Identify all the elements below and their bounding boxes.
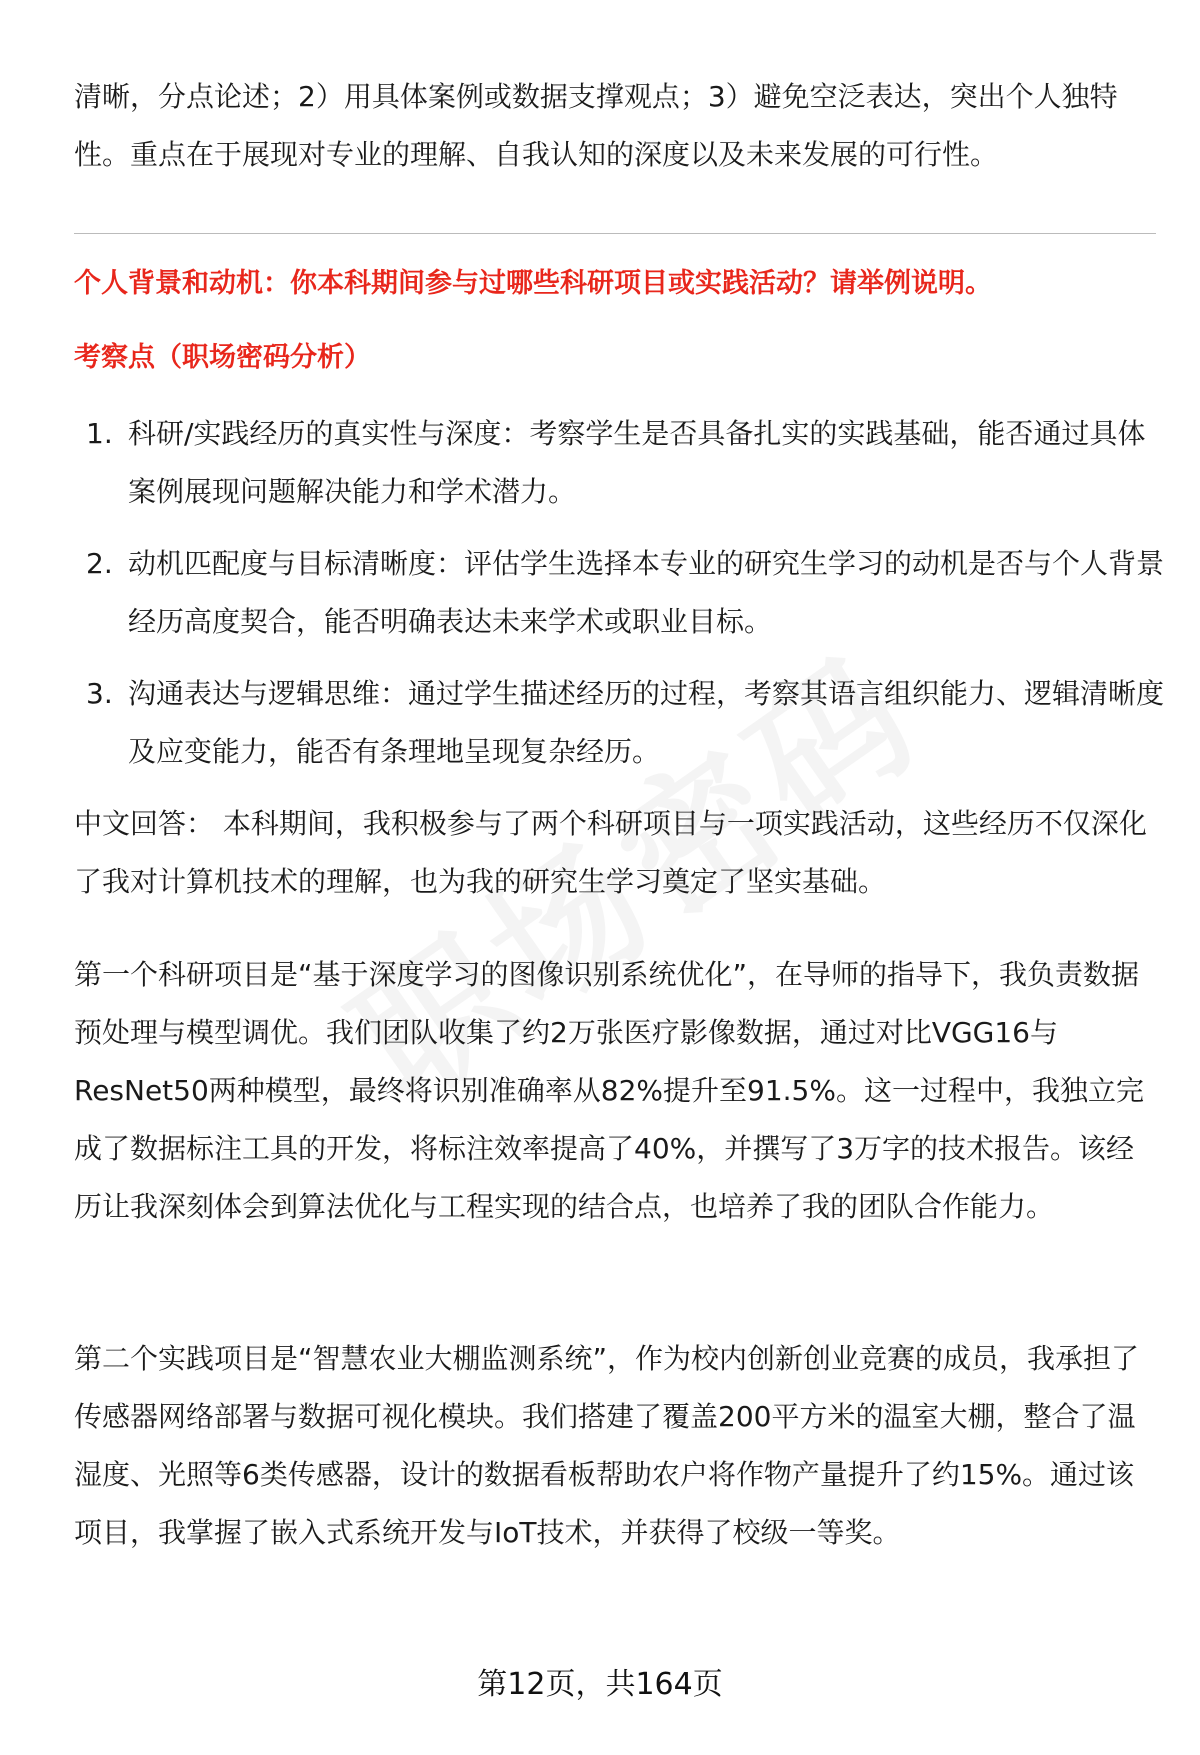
answer-intro-paragraph: 中文回答： 本科期间，我积极参与了两个科研项目与一项实践活动，这些经历不仅深化了我对计算机技术的理解，也为我的研究生学习奠定了坚实基础。 xyxy=(74,807,1147,898)
list-item-text: 科研/实践经历的真实性与深度：考察学生是否具备扎实的实践基础，能否通过具体案例展现问题解决能力和学术潜力。 xyxy=(128,417,1146,508)
list-item-number: 2. xyxy=(86,547,113,580)
analysis-points-list xyxy=(74,405,1164,795)
answer-paragraph-2: 第二个实践项目是“智慧农业大棚监测系统”，作为校内创新创业竞赛的成员，我承担了传感器网络部署与数据可视化模块。我们搭建了覆盖200平方米的温室大棚，整合了温湿度、光照等6类传感器，设计的数据看板帮助农户将作物产量提升了约15%。通过该项目，我掌握了嵌入式系统开发与IoT技术，并获得了校级一等奖。 xyxy=(74,1342,1140,1549)
list-item xyxy=(74,535,1164,651)
list-item xyxy=(74,405,1164,521)
list-item xyxy=(74,665,1164,781)
list-item-text: 动机匹配度与目标清晰度：评估学生选择本专业的研究生学习的动机是否与个人背景经历高度契合，能否明确表达未来学术或职业目标。 xyxy=(128,547,1165,638)
analysis-title: 考察点（职场密码分析） xyxy=(74,342,371,373)
list-item-number: 3. xyxy=(86,677,113,710)
list-item-number: 1. xyxy=(86,417,113,450)
question-title: 个人背景和动机：你本科期间参与过哪些科研项目或实践活动？请举例说明。 xyxy=(74,268,992,299)
list-item-text: 沟通表达与逻辑思维：通过学生描述经历的过程，考察其语言组织能力、逻辑清晰度及应变能力，能否有条理地呈现复杂经历。 xyxy=(128,677,1165,768)
section-divider xyxy=(74,233,1156,234)
answer-paragraph-1: 第一个科研项目是“基于深度学习的图像识别系统优化”，在导师的指导下，我负责数据预处理与模型调优。我们团队收集了约2万张医疗影像数据，通过对比VGG16与ResNet50两种模型，最终将识别准确率从82%提升至91.5%。这一过程中，我独立完成了数据标注工具的开发，将标注效率提高了40%，并撰写了3万字的技术报告。该经历让我深刻体会到算法优化与工程实现的结合点，也培养了我的团队合作能力。 xyxy=(74,958,1144,1223)
intro-paragraph: 清晰，分点论述；2）用具体案例或数据支撑观点；3）避免空泛表达，突出个人独特性。重点在于展现对专业的理解、自我认知的深度以及未来发展的可行性。 xyxy=(74,80,1118,171)
page-number: 第12页，共164页 xyxy=(477,1667,723,1702)
